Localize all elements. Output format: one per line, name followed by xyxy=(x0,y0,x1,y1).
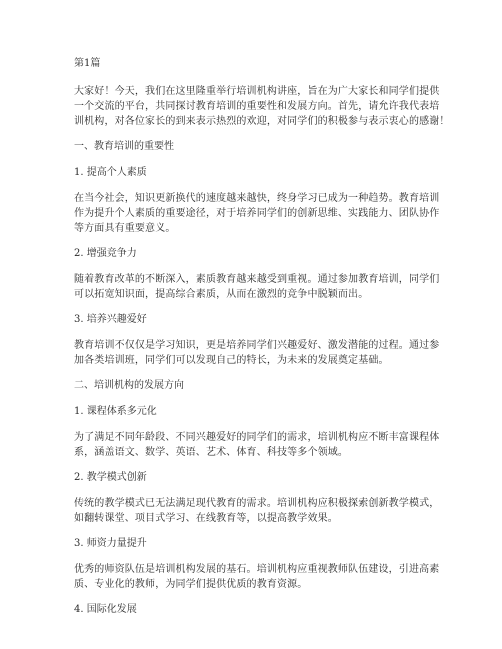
paragraph xyxy=(74,84,450,129)
paragraph-line: 如翻转课堂、项目式学习、在线教育等，以提高教学效果。 xyxy=(74,513,338,524)
section-heading: 2. 增强竞争力 xyxy=(74,248,137,259)
paragraph-line: 大家好！今天，我们在这里隆重举行培训机构讲座，旨在为广大家长和同学们提供 xyxy=(74,86,440,97)
paragraph-line: 加各类培训班，同学们可以发现自己的特长，为未来的发展奠定基础。 xyxy=(74,355,389,366)
paragraph-line: 系，涵盖语文、数学、英语、艺术、体育、科技等多个领域。 xyxy=(74,447,349,458)
paragraph-line: 作为提升个人素质的重要途径，对于培养同学们的创新思维、实践能力、团队协作 xyxy=(74,208,440,219)
paragraph-line: 传统的教学模式已无法满足现代教育的需求。培训机构应积极探索创新教学模式， xyxy=(74,498,440,509)
section-heading: 二、培训机构的发展方向 xyxy=(74,380,184,391)
paragraph xyxy=(74,430,440,460)
paragraph-line: 一个交流的平台，共同探讨教育培训的重要性和发展方向。首先，请允许我代表培 xyxy=(74,101,440,112)
paragraph-line: 优秀的师资队伍是培训机构发展的基石。培训机构应重视教师队伍建设，引进高素 xyxy=(74,564,440,575)
paragraph-line: 在当今社会，知识更新换代的速度越来越快，终身学习已成为一种趋势。教育培训 xyxy=(74,193,440,204)
section-heading: 2. 教学模式创新 xyxy=(74,472,147,483)
paragraph-line: 等方面具有重要意义。 xyxy=(74,223,176,234)
paragraph xyxy=(74,191,440,236)
paragraph xyxy=(74,496,440,526)
paragraph-line: 可以拓宽知识面，提高综合素质，从而在激烈的竞争中脱颖而出。 xyxy=(74,289,369,300)
section-heading: 1. 提高个人素质 xyxy=(74,167,147,178)
paragraph xyxy=(74,272,440,302)
section-heading: 4. 国际化发展 xyxy=(74,604,137,615)
paragraph-line: 教育培训不仅仅是学习知识，更是培养同学们兴趣爱好、激发潜能的过程。通过参 xyxy=(74,340,440,351)
paragraph-line: 随着教育改革的不断深入，素质教育越来越受到重视。通过参加教育培训，同学们 xyxy=(74,274,440,285)
paragraph xyxy=(74,562,440,592)
paragraph xyxy=(74,338,440,368)
section-heading: 3. 师资力量提升 xyxy=(74,538,147,549)
section-heading: 一、教育培训的重要性 xyxy=(74,141,174,152)
page-label: 第1篇 xyxy=(74,58,101,69)
document-body xyxy=(74,84,450,617)
paragraph-line: 为了满足不同年龄段、不同兴趣爱好的同学们的需求，培训机构应不断丰富课程体 xyxy=(74,432,440,443)
section-heading: 1. 课程体系多元化 xyxy=(74,406,157,417)
paragraph-line: 质、专业化的教师，为同学们提供优质的教育资源。 xyxy=(74,579,308,590)
paragraph-line: 训机构，对各位家长的到来表示热烈的欢迎，对同学们的积极参与表示衷心的感谢！ xyxy=(74,116,450,127)
section-heading: 3. 培养兴趣爱好 xyxy=(74,314,147,325)
